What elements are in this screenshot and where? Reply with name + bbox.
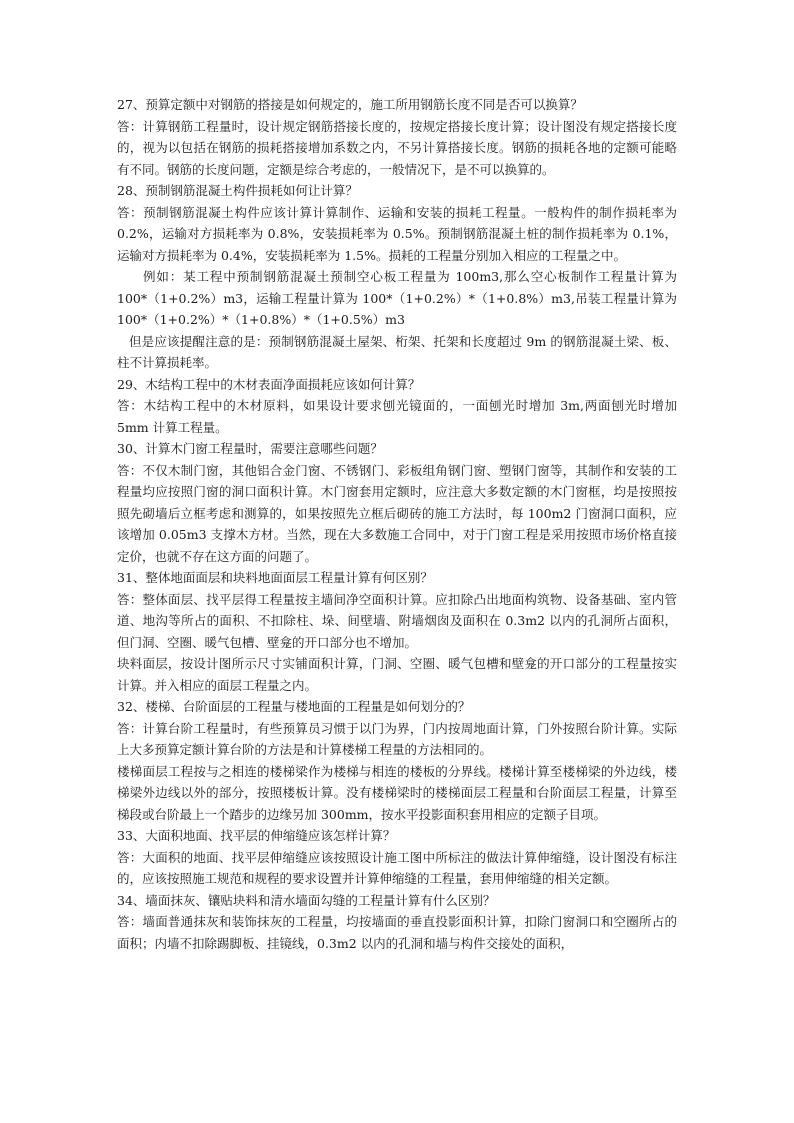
question-33: 33、大面积地面、找平层的伸缩缝应该怎样计算？ [117, 828, 396, 843]
question-28: 28、预制钢筋混凝土构件损耗如何让计算？ [117, 183, 358, 198]
answer-33: 答：大面积的地面、找平层伸缩缝应该按照设计施工图中所标注的做法计算伸缩缝，设计图没有标注的，应该按照施工规范和规程的要求设置并计算伸缩缝的工程量，套用伸缩缝的相关定额。 [117, 849, 677, 886]
document-page [117, 94, 677, 954]
answer-31-part-2: 块料面层，按设计图所示尺寸实铺面积计算，门洞、空圈、暖气包槽和壁龛的开口部分的工程量按实计算。并入相应的面层工程量之内。 [117, 656, 677, 693]
question-31: 31、整体地面面层和块料地面面层工程量计算有何区别？ [117, 570, 433, 585]
answer-27: 答：计算钢筋工程量时，设计规定钢筋搭接长度的，按规定搭接长度计算；设计图没有规定搭接长度的，视为以包括在钢筋的损耗搭接增加系数之内，不另计算搭接长度。钢筋的损耗各地的定额可能略有不同。钢筋的长度问题，定额是综合考虑的，一般情况下，是不可以换算的。 [117, 118, 677, 177]
answer-31-part-1: 答：整体面层、找平层得工程量按主墙间净空面积计算。应扣除凸出地面构筑物、设备基础、室内管道、地沟等所占的面积、不扣除柱、垛、间壁墙、附墙烟囱及面积在 0.3m2 以内的孔洞所占面积，但门洞、空圈、暖气包槽、壁龛的开口部分也不增加。 [117, 591, 677, 650]
question-29: 29、木结构工程中的木材表面净面损耗应该如何计算？ [117, 376, 421, 392]
example-28: 例如：某工程中预制钢筋混凝土预制空心板工程量为 100m3,那么空心板制作工程量计算为 100*（1+0.2%）m3，运输工程量计算为 100*（1+0.2%）*（1+0.8%）m3,吊装工程量计算为 100*（1+0.2%）*（1+0.8%）*（1+0.5%）m3 [117, 269, 677, 327]
answer-29: 答：木结构工程中的木材原料，如果设计要求刨光镜面的，一面刨光时增加 3m,两面刨光时增加 5mm 计算工程量。 [117, 398, 677, 435]
question-30: 30、计算木门窗工程量时，需要注意哪些问题？ [117, 441, 383, 456]
question-32: 32、楼梯、台阶面层的工程量与楼地面的工程量是如何划分的？ [117, 699, 471, 714]
question-27: 27、预算定额中对钢筋的搭接是如何规定的，施工所用钢筋长度不同是否可以换算？ [117, 97, 583, 112]
answer-34: 答：墙面普通抹灰和装饰抹灰的工程量，均按墙面的垂直投影面积计算，扣除门窗洞口和空圈所占的面积；内墙不扣除踢脚板、挂镜线，0.3m2 以内的孔洞和墙与构件交接处的面积， [117, 914, 677, 951]
answer-28: 答：预制钢筋混凝土构件应该计算计算制作、运输和安装的损耗工程量。一般构件的制作损耗率为 0.2%，运输对方损耗率为 0.8%，安装损耗率为 0.5%。预制钢筋混凝土桩的制作损耗率为 0.1%，运输对方损耗率为 0.4%，安装损耗率为 1.5%。损耗的工程量分别加入相应的工程量之中。 [117, 204, 677, 263]
answer-32-part-2: 楼梯面层工程按与之相连的楼梯梁作为楼梯与相连的楼板的分界线。楼梯计算至楼梯梁的外边线，楼梯梁外边线以外的部分，按照楼板计算。没有楼梯梁时的楼梯面层工程量和台阶面层工程量，计算至梯段或台阶最上一个踏步的边缘另加 300mm，按水平投影面积套用相应的定额子目项。 [117, 763, 677, 822]
answer-32-part-1: 答：计算台阶工程量时，有些预算员习惯于以门为界，门内按周地面计算，门外按照台阶计算。实际上大多预算定额计算台阶的方法是和计算楼梯工程量的方法相同的。 [117, 720, 677, 757]
note-28: 但是应该提醒注意的是：预制钢筋混凝土屋架、桁架、托架和长度超过 9m 的钢筋混凝土梁、板、柱不计算损耗率。 [117, 333, 677, 370]
answer-30: 答：不仅木制门窗，其他铝合金门窗、不锈钢门、彩板组角钢门窗、塑钢门窗等，其制作和安装的工程量均应按照门窗的洞口面积计算。木门窗套用定额时，应注意大多数定额的木门窗框，均是按照按照先砌墙后立框考虑和测算的，如果按照先立框后砌砖的施工方法时，每 100m2 门窗洞口面积，应该增加 0.05m3 支撑木方材。当然，现在大多数施工合同中，对于门窗工程是采用按照市场价格直接定价，也就不存在这方面的问题了。 [117, 462, 677, 564]
question-34: 34、墙面抹灰、镶贴块料和清水墙面勾缝的工程量计算有什么区别？ [117, 892, 496, 908]
